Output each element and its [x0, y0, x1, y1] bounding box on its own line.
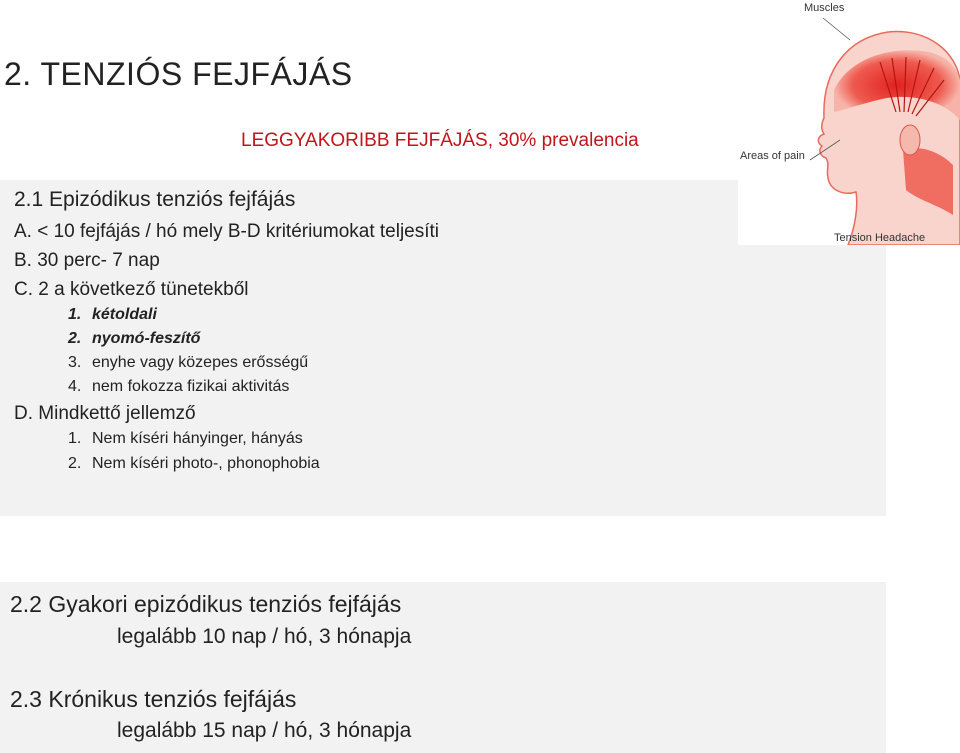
c-item-1: 1. kétoldali — [68, 306, 157, 323]
head-illustration — [738, 0, 960, 245]
page-title: 2. TENZIÓS FEJFÁJÁS — [4, 56, 353, 92]
criterion-a: A. < 10 fejfájás / hó mely B-D kritériumokat teljesíti — [14, 221, 440, 242]
d-item-2: 2. Nem kíséri photo-, phonophobia — [68, 455, 320, 472]
tension-headache-figure — [738, 0, 960, 245]
criterion-b: B. 30 perc- 7 nap — [14, 250, 160, 271]
d-item-1: 1. Nem kíséri hányinger, hányás — [68, 430, 303, 447]
frequent-detail: legalább 10 nap / hó, 3 hónapja — [117, 625, 412, 648]
criterion-c: C. 2 a következő tünetekből — [14, 279, 249, 300]
figure-caption: Tension Headache — [834, 232, 926, 244]
chronic-detail: legalább 15 nap / hó, 3 hónapja — [117, 719, 412, 742]
episodic-heading: 2.1 Epizódikus tenziós fejfájás — [14, 188, 296, 211]
frequent-heading: 2.2 Gyakori epizódikus tenziós fejfájás — [10, 591, 402, 617]
criterion-d: D. Mindkettő jellemző — [14, 403, 196, 424]
ear — [900, 125, 920, 155]
chronic-heading: 2.3 Krónikus tenziós fejfájás — [10, 686, 297, 712]
subtitle: LEGGYAKORIBB FEJFÁJÁS, 30% prevalencia — [241, 130, 639, 151]
label-muscles: Muscles — [804, 2, 845, 14]
c-item-2: 2. nyomó-feszítő — [68, 330, 201, 347]
c-item-4: 4. nem fokozza fizikai aktivitás — [68, 378, 290, 395]
label-areas-of-pain: Areas of pain — [740, 150, 805, 162]
c-item-3: 3. enyhe vagy közepes erősségű — [68, 354, 309, 371]
